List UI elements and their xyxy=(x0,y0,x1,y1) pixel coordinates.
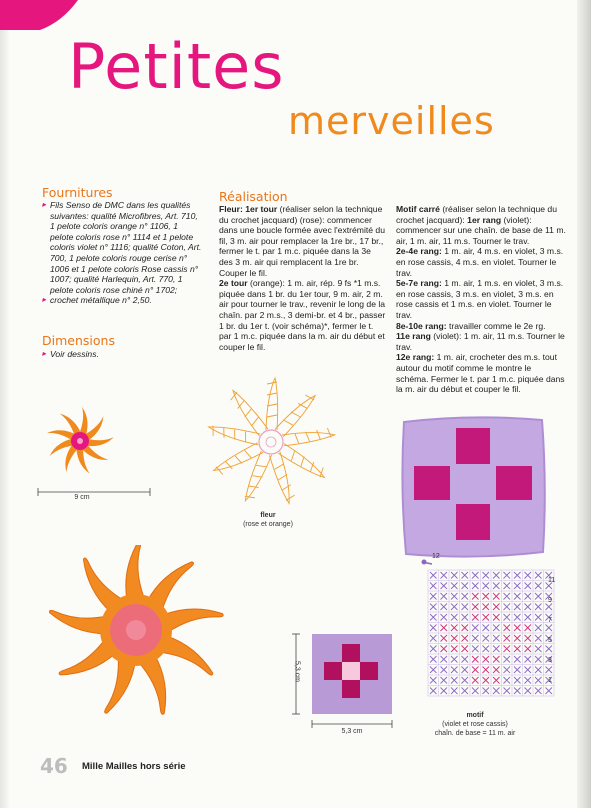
step-text: 1 m. air, 1 m.s. en violet, 3 m.s. en rose cassis, 3 m.s. en violet, 3 m.s. en rose cassis et 1 m.s. en violet. Tourner le trav. xyxy=(396,278,564,320)
small-flower-dim-label: 9 cm xyxy=(74,494,90,501)
dimensions-heading: Dimensions xyxy=(42,333,115,348)
step-label: 11e rang xyxy=(396,331,431,342)
chart-stitch xyxy=(278,474,288,479)
realisation-text xyxy=(219,204,387,352)
chart-stitch xyxy=(281,485,291,490)
chart-center-ring xyxy=(259,430,283,454)
rang1-label: 1er rang xyxy=(467,214,502,225)
tour1-label: 1er tour xyxy=(245,204,278,214)
corner-triangle xyxy=(0,0,80,32)
chart-stitch xyxy=(251,417,260,425)
motif-label: Motif carré xyxy=(396,204,440,214)
square-width-label: 5,3 cm xyxy=(341,728,363,735)
realisation-heading: Réalisation xyxy=(219,189,288,204)
step-text: travailler comme le 2e rg. xyxy=(446,320,546,331)
step-label: 8e-10e rang: xyxy=(396,320,447,331)
step-text: 1 m. air, crocheter des m.s. tout autour du motif comme le montre le schéma. Fermer le t. par 1 m.c. piquée dans la m. air du début et couper le fil. xyxy=(396,352,565,395)
chart-petal xyxy=(207,424,260,445)
big-petal xyxy=(163,602,224,633)
tour2-paragraph xyxy=(219,278,387,352)
step-text: 1 m. air, 4 m.s. en violet, 3 m.s. en rose cassis, 4 m.s. en violet. Tourner le trav. xyxy=(396,246,564,278)
title-line2: merveilles xyxy=(288,99,495,143)
fournitures-item: ▸ crochet métallique n° 2,50. xyxy=(42,295,202,306)
fleur-caption-title: fleur xyxy=(260,512,276,519)
chart-row-label: 3 xyxy=(548,657,552,664)
step-label: 5e-7e rang: xyxy=(396,278,442,289)
motif-step xyxy=(396,331,566,352)
dimensions-list xyxy=(42,349,202,360)
fleur-label: Fleur: xyxy=(219,204,243,214)
chart-stitch xyxy=(317,430,321,440)
chart-row-label: 9 xyxy=(548,597,552,604)
motif-step xyxy=(396,278,566,320)
chart-center-loop xyxy=(266,437,276,447)
chart-row-label: 1 xyxy=(548,677,552,684)
chart-petal xyxy=(243,451,272,504)
chart-petal xyxy=(275,390,317,437)
chart-stitch xyxy=(267,415,277,417)
tour2-label: 2e tour xyxy=(219,278,248,289)
chart-start-dot xyxy=(422,560,427,565)
chart-stitch xyxy=(226,460,233,470)
chart-stitch xyxy=(290,451,297,461)
chart-stitch xyxy=(327,428,331,438)
chart-stitch xyxy=(285,495,295,500)
chart-petal xyxy=(269,452,298,505)
tour2-text: (orange): 1 m. air, rép. 9 fs *1 m.s. piquée dans 1 br. du 1er tour, 9 m. air, 2 m. air pour tourner le trav., revenir le long de la chaîn. par 2 m.s., 3 demi-br. et 4 br., passer 1 br. du 1er t. (voir schéma)*, fermer le t. par 1 m.c. piquée dans la m. air du début et couper le fil. xyxy=(219,278,386,352)
rang1-text: (violet): commencer sur une chaîn. de base de 11 m. air, 1 m. air, 11 m.s. Tourner le trav. xyxy=(396,214,566,246)
chart-stitch xyxy=(222,428,226,438)
crochet-flower-photo xyxy=(18,545,258,745)
motif-intro-paragraph xyxy=(396,204,566,246)
chart-row-label: 7 xyxy=(548,617,552,624)
crochet-square-photo xyxy=(398,412,548,562)
chart-stitch xyxy=(295,433,299,443)
big-flower-core xyxy=(126,620,146,640)
motif-crochet-chart xyxy=(412,550,572,710)
tour1-paragraph xyxy=(219,204,387,278)
chart-stitch xyxy=(256,463,266,468)
flower-crochet-chart xyxy=(186,365,356,510)
motif-step xyxy=(396,246,566,278)
motif-step xyxy=(396,352,566,394)
fournitures-item: ▸ Fils Senso de DMC dans les qualités suivantes: qualité Microfibres, Art. 710, 1 pelote coloris orange n° 1106, 1 pelote coloris rose n° 1114 et 1 pelote coloris violet n° 1116; qualité Coton, Art. 700, 1 pelote coloris rouge cerise n° 1006 et 1 pelote coloris Rose cassis n° 1007; qualité Harlequin, Art. 770, 1 pelote coloris rose chiné n° 1702; xyxy=(42,200,202,295)
tour1-text: (réaliser selon la technique du crochet jacquard) (rose): commencer dans une boucle formée avec l'extrémité du fil, 3 m. air pour remplacer la 1re br., 17 br., fermer le t. par 1 m.c. piquée dans la 3e des 3 m. air qui remplacent la 1re br. Couper le fil. xyxy=(219,204,385,278)
big-petal xyxy=(47,606,108,635)
chart-stitch xyxy=(245,449,252,459)
fournitures-list xyxy=(42,200,202,306)
chart-row-label: 5 xyxy=(548,637,552,644)
step-label: 12e rang: xyxy=(396,352,435,363)
chart-stitch xyxy=(274,464,284,469)
chart-stitch xyxy=(244,431,248,441)
motif-intro: (réaliser selon la technique du crochet jacquard): xyxy=(396,204,557,225)
motif-text xyxy=(396,204,566,395)
small-flower-center-dot xyxy=(77,438,83,444)
square-dimension-lines xyxy=(290,626,400,736)
motif-step xyxy=(396,321,566,332)
spine-shadow xyxy=(0,0,10,808)
motif-caption-sub: (violet et rose cassis) xyxy=(442,721,508,728)
chart-petals xyxy=(207,378,335,504)
motif-caption-base: chaîn. de base = 11 m. air xyxy=(434,730,516,737)
fournitures-heading: Fournitures xyxy=(42,185,113,200)
step-label: 2e-4e rang: xyxy=(396,246,442,257)
chart-stitch xyxy=(267,393,277,395)
chart-petal xyxy=(212,442,263,478)
page-number: 46 xyxy=(40,754,68,778)
magazine-name: Mille Mailles hors série xyxy=(82,761,186,772)
big-petal xyxy=(126,545,145,600)
step-text: (violet): 1 m. air, 11 m.s. Tourner le trav. xyxy=(396,331,565,352)
dimensions-item: ▸ Voir dessins. xyxy=(42,349,202,360)
motif-caption-title: motif xyxy=(466,712,484,719)
chart-stitch xyxy=(284,419,293,427)
chart-row-top: 12 xyxy=(432,553,440,560)
page-gutter xyxy=(577,0,591,808)
chart-row-label: 11 xyxy=(548,577,556,584)
square-height-label: 5,3 cm xyxy=(293,660,301,682)
fleur-caption-sub: (rose et orange) xyxy=(243,521,293,528)
title-line1: Petites xyxy=(68,30,285,103)
